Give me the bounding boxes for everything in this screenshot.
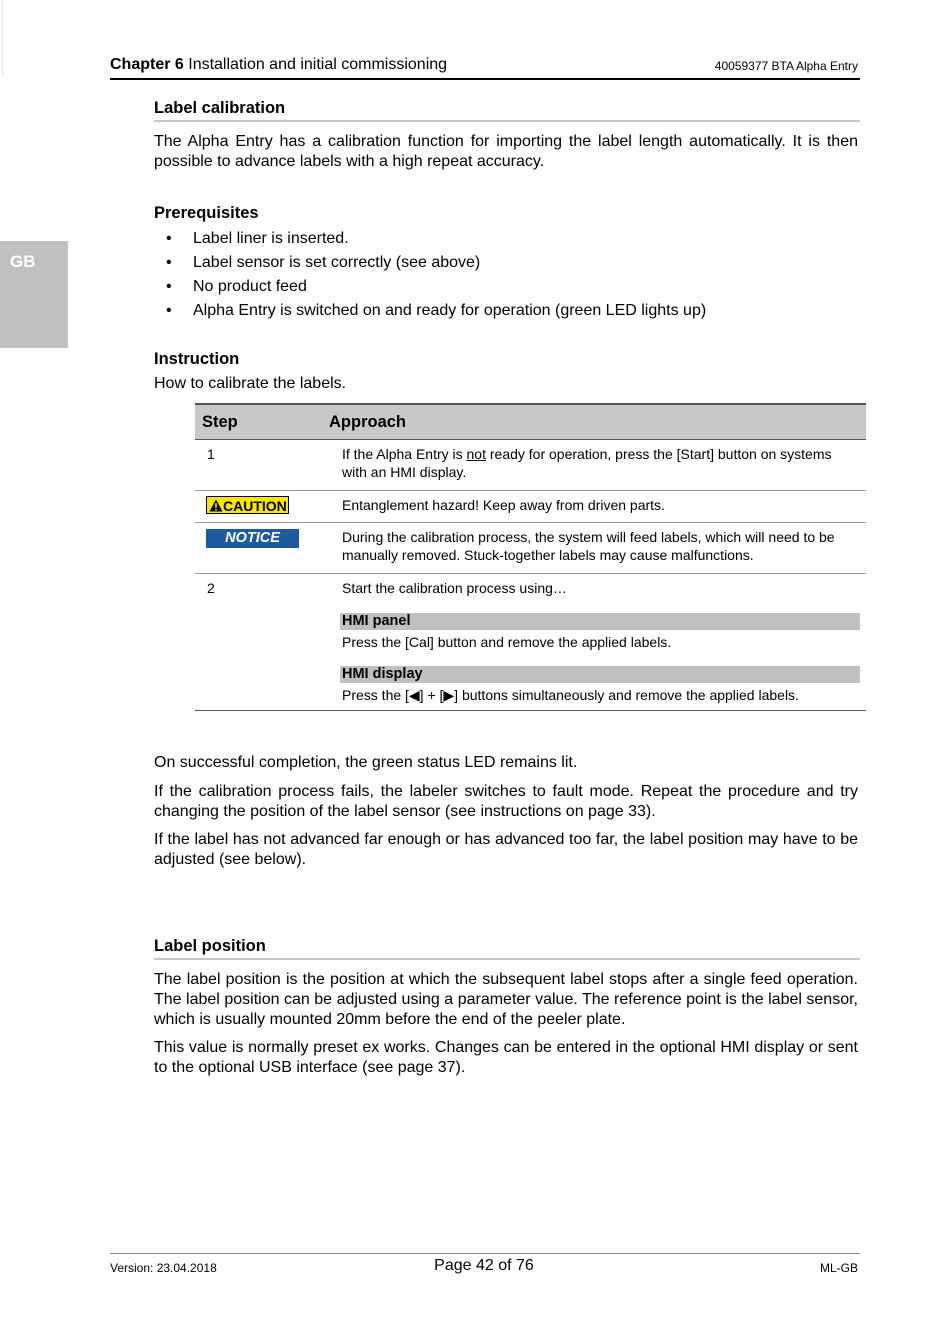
- list-item-text: No product feed: [193, 278, 307, 295]
- chapter-heading: [110, 56, 447, 74]
- section-title-label-calibration: Label calibration: [154, 99, 860, 122]
- section-title-label-position: Label position: [154, 937, 860, 960]
- list-item-text: Alpha Entry is switched on and ready for operation (green LED lights up): [193, 302, 707, 319]
- hmi-display-heading: HMI display: [340, 666, 860, 683]
- table-row-caution: [195, 491, 866, 523]
- page-edge-line: [2, 0, 3, 75]
- notice-badge: NOTICE: [206, 529, 299, 548]
- instruction-text: How to calibrate the labels.: [154, 375, 347, 392]
- step-text: [332, 440, 866, 491]
- step-text-part: ready for operation, press the [Start] button on systems with an HMI display.: [342, 446, 832, 480]
- footer-divider: [110, 1253, 860, 1254]
- bullet-icon: •: [166, 254, 172, 271]
- page-header: [110, 56, 860, 80]
- list-item-text: Label sensor is set correctly (see above): [193, 254, 481, 271]
- hmi-panel-text: Press the [Cal] button and remove the applied labels.: [342, 634, 672, 650]
- warning-triangle-icon: [209, 499, 223, 512]
- label-position-para-2: This value is normally preset ex works. Changes can be entered in the optional HMI display or sent to the optional USB interface (see page 37).: [154, 1039, 858, 1076]
- caution-text: Entanglement hazard! Keep away from driven parts.: [332, 491, 866, 523]
- bullet-icon: •: [166, 278, 172, 295]
- list-item: [154, 229, 854, 253]
- step-text: [332, 574, 866, 711]
- completion-text: On successful completion, the green status LED remains lit.: [154, 754, 578, 771]
- header-approach: Approach: [329, 412, 407, 431]
- list-item: [154, 253, 854, 277]
- step-number: 1: [195, 440, 332, 491]
- hmi-display-text: Press the [◀] + [▶] buttons simultaneously and remove the applied labels.: [342, 687, 799, 703]
- header-step: Step: [202, 412, 238, 431]
- prerequisites-list: [154, 229, 854, 325]
- document-id: 40059377 BTA Alpha Entry: [714, 59, 858, 73]
- step-text-underlined: not: [466, 446, 486, 462]
- caution-badge-label: CAUTION: [223, 498, 287, 514]
- bullet-icon: •: [166, 302, 172, 319]
- chapter-label: Chapter 6: [110, 56, 184, 73]
- adjust-text: If the label has not advanced far enough or has advanced too far, the label position may have to be adjusted (see below).: [154, 831, 858, 868]
- calibration-steps-table: [195, 403, 866, 711]
- language-tab: [0, 241, 68, 348]
- table-row: [195, 440, 866, 491]
- table-header: [195, 404, 866, 440]
- table-header-row: [195, 404, 866, 440]
- label-position-para-1: The label position is the position at which the subsequent label stops after a single feed operation. The label position can be adjusted using a parameter value. The reference point is the label sensor, which is usually mounted 20mm before the end of the peeler plate.: [154, 971, 858, 1028]
- language-tab-label: GB: [10, 252, 36, 271]
- list-item-text: Label liner is inserted.: [193, 230, 349, 247]
- chapter-title: Installation and initial commissioning: [183, 56, 448, 73]
- caution-cell: [195, 491, 332, 523]
- footer-page-number: Page 42 of 76: [434, 1257, 534, 1274]
- caution-badge: [206, 496, 289, 514]
- bullet-icon: •: [166, 230, 172, 247]
- hmi-panel-heading: HMI panel: [340, 613, 860, 630]
- table-row-notice: [195, 523, 866, 574]
- list-item: [154, 277, 854, 301]
- failure-text: If the calibration process fails, the labeler switches to fault mode. Repeat the procedure and try changing the position of the label sensor (see instructions on page 33).: [154, 783, 858, 820]
- table-row: [195, 574, 866, 711]
- step-text-part: If the Alpha Entry is: [342, 446, 467, 462]
- step-number: 2: [195, 574, 332, 711]
- list-item: [154, 301, 854, 325]
- calibration-intro: The Alpha Entry has a calibration function for importing the label length automatically. It is then possible to advance labels with a high repeat accuracy.: [154, 133, 858, 170]
- notice-text: During the calibration process, the system will feed labels, which will need to be manually removed. Stuck-together labels may cause malfunctions.: [332, 523, 866, 574]
- prerequisites-heading: Prerequisites: [154, 204, 259, 222]
- step-lead: Start the calibration process using…: [342, 580, 567, 596]
- notice-cell: [195, 523, 332, 574]
- footer-code: ML-GB: [819, 1261, 858, 1275]
- footer-version: Version: 23.04.2018: [110, 1261, 217, 1275]
- instruction-heading: Instruction: [154, 350, 240, 368]
